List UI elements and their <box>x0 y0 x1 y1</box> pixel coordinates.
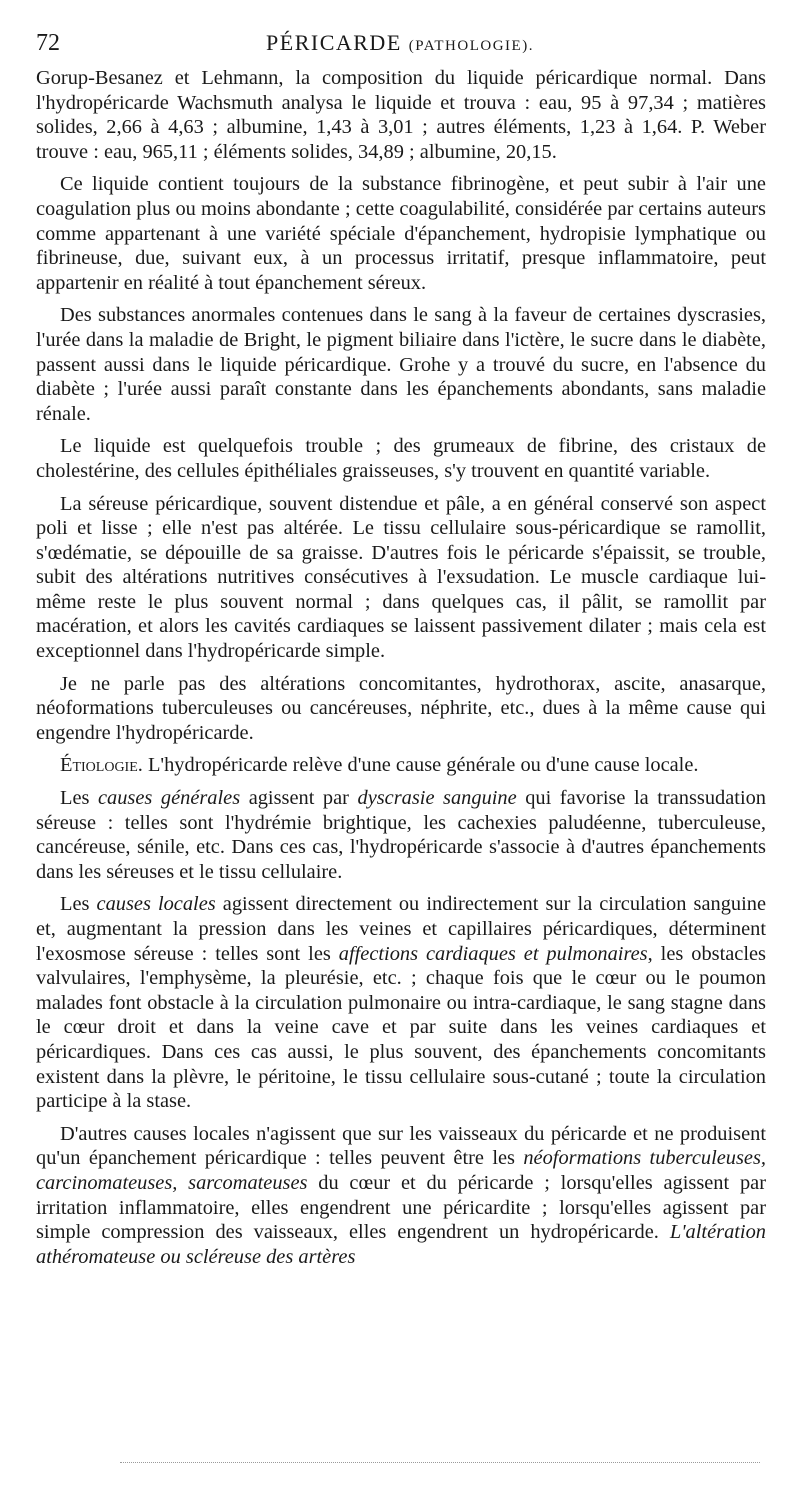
paragraph: Gorup-Besanez et Lehmann, la composition du liquide péricardique normal. Dans l'hydropéricarde Wachsmuth analysa le liquide et trouva : eau, 95 à 97,34 ; matières solides, 2,66 à 4,63 ; albumine, 1,43 à 3,01 ; autres éléments, 1,23 à 1,64. P. Weber trouve : eau, 965,11 ; éléments solides, 34,89 ; albumine, 20,15. <box>36 67 766 163</box>
paragraph-text: Les <box>60 787 98 810</box>
paragraph-text: D'autres causes locales n'agissent que sur les vaisseaux du péricarde et ne produisent qu'un épanchement péricardique : telles peuvent être les <box>36 1122 766 1170</box>
emphasis: dyscrasie sanguine <box>357 787 517 810</box>
emphasis: affections cardiaques et pulmonaires <box>338 942 648 965</box>
paragraph: Le liquide est quelquefois trouble ; des grumeaux de fibrine, des cristaux de cholestérine, des cellules épithéliales graisseuses, s'y trouvent en quantité variable. <box>36 435 766 482</box>
running-title: PÉRICARDE <box>266 30 402 55</box>
paragraph-text: qui favorise la transsudation séreuse : telles sont l'hydrémie brightique, les cachexies paludéenne, tuberculeuse, cancéreuse, sénile, etc. Dans ces cas, l'hydropéricarde s'associe à d'autres épanchements dans les séreuses et le tissu cellulaire. <box>36 787 766 883</box>
paragraph: Je ne parle pas des altérations concomitantes, hydrothorax, ascite, anasarque, néoformations tuberculeuses ou cancéreuses, néphrite, etc., dues à la même cause qui engendre l'hydropéricarde. <box>36 672 766 744</box>
emphasis: causes locales <box>96 893 216 916</box>
running-head <box>36 30 764 56</box>
paragraph-text: L'hydropéricarde relève d'une cause générale ou d'une cause locale. <box>142 754 699 777</box>
paragraph: Ce liquide contient toujours de la substance fibrinogène, et peut subir à l'air une coagulation plus ou moins abondante ; cette coagulabilité, considérée par certains auteurs comme appartenant à une variété spéciale d'épanchement, hydropisie lymphatique ou fibrineuse, due, suivant eux, à un processus irritatif, presque inflammatoire, peut appartenir en réalité à tout épanchement séreux. <box>36 173 766 294</box>
emphasis: néoformations tuberculeuses, carcinomateuses, sarcomateuses <box>36 1147 767 1194</box>
paragraph-text: , les obstacles valvulaires, l'emphysème, la pleurésie, etc. ; chaque fois que le cœur ou le poumon malades font obstacle à la circulation pulmonaire ou intra-cardiaque, le sang stagne dans le cœur droit et dans la veine cave et par suite dans les veines cardiaques et péricardiques. Dans ces cas aussi, le plus souvent, des épanchements concomitants existent dans la plèvre, le péritoine, le tissu cellulaire sous-cutané ; toute la circulation participe à la stase. <box>36 942 766 1113</box>
paragraph-text: agissent par <box>240 787 358 810</box>
emphasis: causes générales <box>97 787 241 810</box>
paragraph-text: agissent directement ou indirectement sur la circulation sanguine et, augmentant la pression dans les veines et capillaires péricardiques, déterminent l'exosmose séreuse : telles sont les <box>36 893 767 965</box>
paragraph: La séreuse péricardique, souvent distendue et pâle, a en général conservé son aspect poli et lisse ; elle n'est pas altérée. Le tissu cellulaire sous-péricardique se ramollit, s'œdématie, se dépouille de sa graisse. D'autres fois le péricarde s'épaissit, se trouble, subit des altérations nutritives consécutives à l'exsudation. Le muscle cardiaque lui-même reste le plus souvent normal ; dans quelques cas, il pâlit, se ramollit par macération, et alors les cavités cardiaques se laissent passivement dilater ; mais cela est exceptionnel dans l'hydropéricarde simple. <box>36 492 766 663</box>
page-number: 72 <box>36 30 60 56</box>
page-header <box>36 30 764 62</box>
paragraph: Des substances anormales contenues dans le sang à la faveur de certaines dyscrasies, l'urée dans la maladie de Bright, le pigment biliaire dans l'ictère, le sucre dans le diabète, passent aussi dans le liquide péricardique. Grohe y a trouvé du sucre, en l'absence du diabète ; l'urée aussi paraît constante dans les épanchements abondants, sans maladie rénale. <box>36 304 766 425</box>
running-subtitle: (PATHOLOGIE). <box>408 38 534 54</box>
emphasis: L'altération athéromateuse ou scléreuse des artères <box>36 1221 766 1268</box>
section-heading: Étiologie. <box>60 754 143 777</box>
paragraph-text: du cœur et du péricarde ; lorsqu'elles agissent par irritation inflammatoire, elles engendrent une péricardite ; lorsqu'elles agissent par simple compression des vaisseaux, elles engendrent un hydropéricarde. <box>36 1171 766 1244</box>
paragraph <box>36 1122 766 1270</box>
paragraph <box>36 892 766 1113</box>
paragraph <box>36 786 766 884</box>
paragraph-text: Les <box>60 893 97 916</box>
body-text <box>36 66 766 1277</box>
footer-divider <box>120 1462 760 1463</box>
paragraph <box>36 753 766 778</box>
